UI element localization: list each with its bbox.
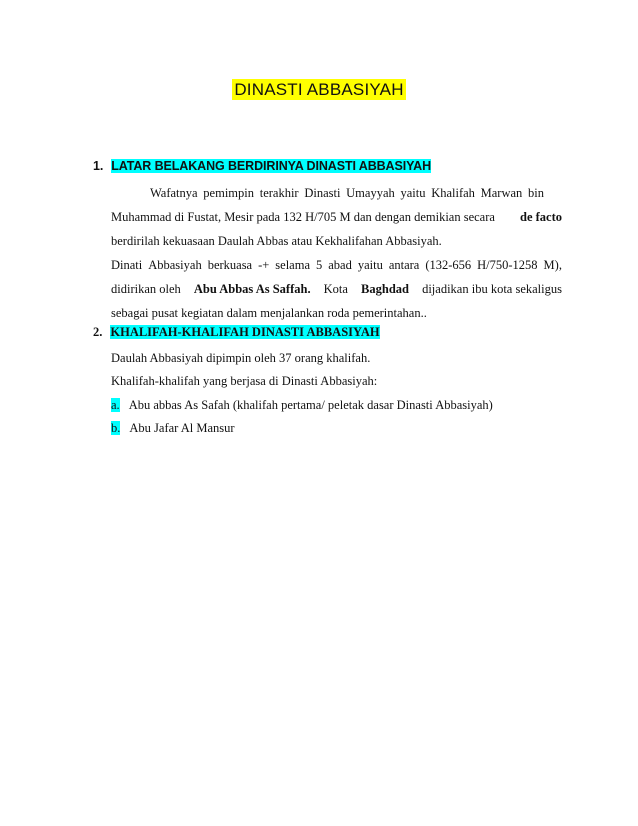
paragraph-2-line-2-c: dijadikan ibu kota sekaligus xyxy=(422,282,562,296)
paragraph-2-line-1-word: yaitu xyxy=(357,258,383,272)
paragraph-2-line-2-a: didirikan oleh xyxy=(111,282,181,296)
list-item xyxy=(111,420,235,436)
paragraph-1-line-3: berdirilah kekuasaan Daulah Abbas atau Kekhalifahan Abbasiyah. xyxy=(111,234,442,248)
paragraph-1-line-2-bold: de facto xyxy=(520,210,562,224)
list-item-marker: b. xyxy=(111,421,121,435)
page-title xyxy=(0,80,638,100)
section-2-number: 2. xyxy=(93,325,103,339)
paragraph-1-line-1-word: pemimpin xyxy=(203,186,254,200)
paragraph-1-line-1-word: Dinasti xyxy=(304,186,341,200)
paragraph-2-line-1-word: antara xyxy=(388,258,420,272)
section-2-heading xyxy=(93,325,380,340)
page-title-text: DINASTI ABBASIYAH xyxy=(234,80,404,99)
paragraph-1-line-1-word: bin xyxy=(528,186,544,200)
section-2-line-1: Daulah Abbasiyah dipimpin oleh 37 orang khalifah. xyxy=(111,351,371,365)
section-1-heading-text: LATAR BELAKANG BERDIRINYA DINASTI ABBASIYAH xyxy=(111,159,432,173)
section-1-heading xyxy=(93,159,431,173)
paragraph-1-line-1-word: yaitu xyxy=(400,186,426,200)
paragraph-1-line-1-word: Khalifah xyxy=(431,186,475,200)
paragraph-2-line-1-word: 5 xyxy=(316,258,323,272)
section-1-number: 1. xyxy=(93,159,104,173)
paragraph-1-line-1 xyxy=(150,185,544,201)
paragraph-2-line-1-word: berkuasa xyxy=(207,258,253,272)
paragraph-1-line-1-word: Marwan xyxy=(480,186,523,200)
section-2-line-2: Khalifah-khalifah yang berjasa di Dinasti Abbasiyah: xyxy=(111,374,378,388)
paragraph-1-line-1-word: Wafatnya xyxy=(150,186,198,200)
paragraph-2-line-1-word: M), xyxy=(543,258,562,272)
paragraph-2-line-1-word: Abbasiyah xyxy=(148,258,202,272)
paragraph-2-line-1-word: (132-656 xyxy=(425,258,472,272)
paragraph-1-line-1-word: Umayyah xyxy=(346,186,395,200)
paragraph-2-line-1-word: -+ xyxy=(258,258,270,272)
list-item xyxy=(111,397,493,413)
list-item-marker: a. xyxy=(111,398,120,412)
paragraph-2-line-2 xyxy=(111,281,562,297)
list-item-text: Abu abbas As Safah (khalifah pertama/ peletak dasar Dinasti Abbasiyah) xyxy=(128,398,493,412)
paragraph-2-line-2-b: Kota xyxy=(323,282,348,296)
list-item-text: Abu Jafar Al Mansur xyxy=(129,421,235,435)
paragraph-2-line-1-word: H/750-1258 xyxy=(477,258,538,272)
paragraph-1-line-1-word: terakhir xyxy=(259,186,299,200)
paragraph-2-line-1-word: abad xyxy=(328,258,352,272)
paragraph-2-line-2-bold-1: Abu Abbas As Saffah. xyxy=(193,282,311,296)
paragraph-2-line-3: sebagai pusat kegiatan dalam menjalankan roda pemerintahan.. xyxy=(111,306,427,320)
paragraph-2-line-1-word: selama xyxy=(275,258,311,272)
paragraph-2-line-1 xyxy=(111,257,562,273)
paragraph-2-line-2-bold-2: Baghdad xyxy=(361,282,409,296)
paragraph-1-line-2-text: Muhammad di Fustat, Mesir pada 132 H/705 M dan dengan demikian secara xyxy=(111,210,495,224)
paragraph-1-line-2 xyxy=(111,209,562,225)
section-2-heading-text: KHALIFAH-KHALIFAH DINASTI ABBASIYAH xyxy=(110,325,380,339)
paragraph-2-line-1-word: Dinati xyxy=(111,258,143,272)
